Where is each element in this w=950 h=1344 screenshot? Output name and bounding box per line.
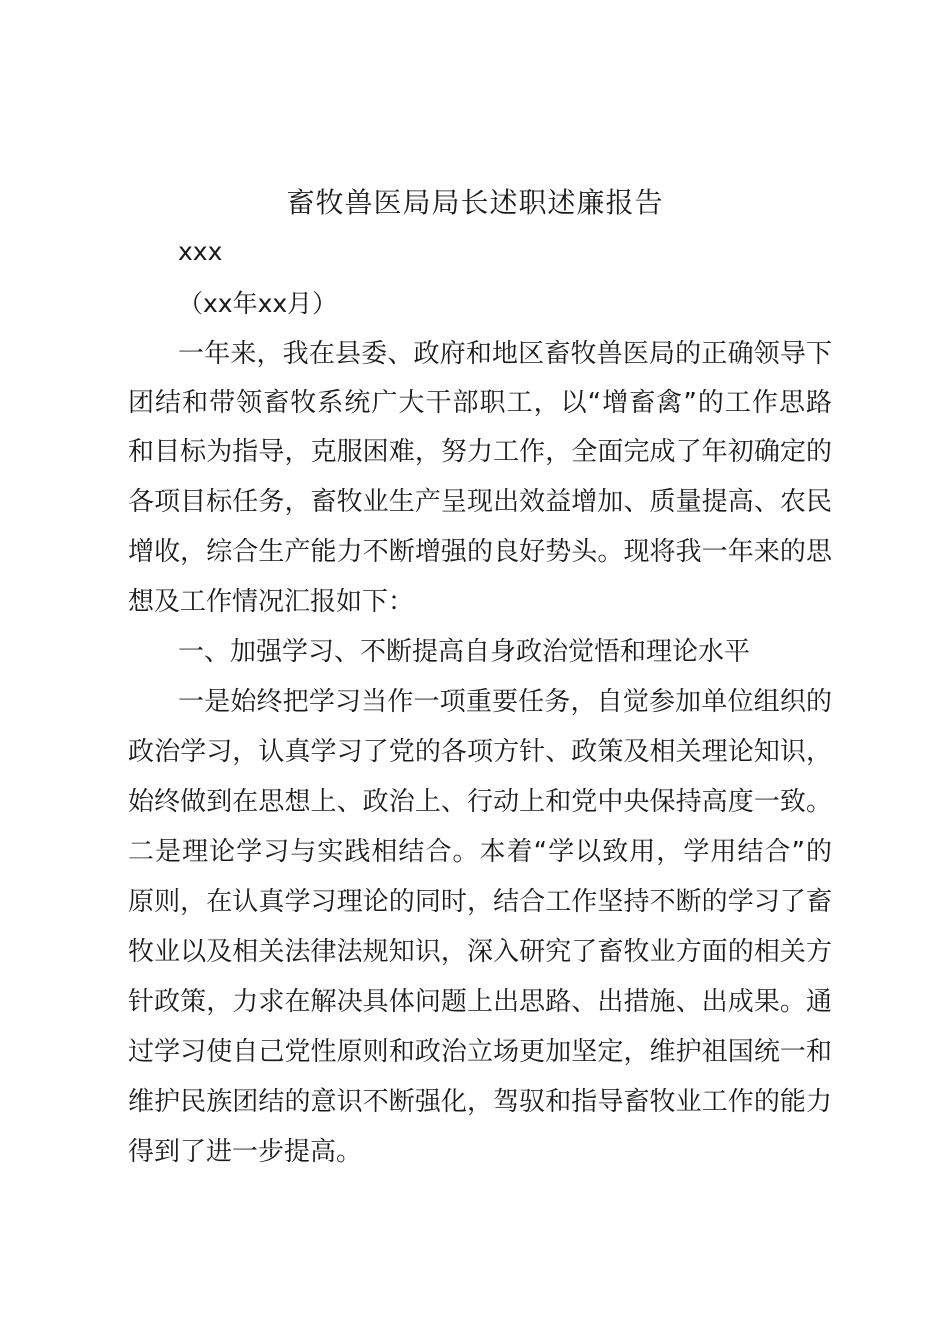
body-text-line: 和目标为指导，克服困难，努力工作，全面完成了年初确定的 <box>128 437 832 467</box>
body-text-line: 原则，在认真学习理论的同时，结合工作坚持不断的学习了畜 <box>128 887 832 917</box>
document-title: 畜牧兽医局局长述职述廉报告 <box>286 186 664 219</box>
body-text-line: 得到了进一步提高。 <box>128 1137 363 1167</box>
body-text-line: 过学习使自己党性原则和政治立场更加坚定，维护祖国统一和 <box>128 1037 832 1067</box>
body-text-line: 维护民族团结的意识不断强化，驾驭和指导畜牧业工作的能力 <box>128 1087 832 1117</box>
section-heading: 一、加强学习、不断提高自身政治觉悟和理论水平 <box>178 637 751 667</box>
body-text-line: 一是始终把学习当作一项重要任务，自觉参加单位组织的 <box>178 687 832 717</box>
body-text-line: 政治学习，认真学习了党的各项方针、政策及相关理论知识， <box>128 737 832 767</box>
body-text-line: 各项目标任务，畜牧业生产呈现出效益增加、质量提高、农民 <box>128 487 832 517</box>
body-text-line: 始终做到在思想上、政治上、行动上和党中央保持高度一致。 <box>128 787 832 817</box>
body-text-line: 一年来，我在县委、政府和地区畜牧兽医局的正确领导下 <box>178 339 832 369</box>
body-text-line: 增收，综合生产能力不断增强的良好势头。现将我一年来的思 <box>128 537 832 567</box>
body-text-line: 牧业以及相关法律法规知识，深入研究了畜牧业方面的相关方 <box>128 937 832 967</box>
body-text-line: 团结和带领畜牧系统广大干部职工，以“增畜禽”的工作思路 <box>128 388 832 418</box>
body-text-line: 二是理论学习与实践相结合。本着“学以致用，学用结合”的 <box>128 837 832 867</box>
author-line: xxx <box>178 237 223 266</box>
body-text-line: 针政策，力求在解决具体问题上出思路、出措施、出成果。通 <box>128 987 832 1017</box>
body-text-line: 想及工作情况汇报如下： <box>128 587 415 617</box>
date-line: （xx年xx月） <box>178 289 338 318</box>
